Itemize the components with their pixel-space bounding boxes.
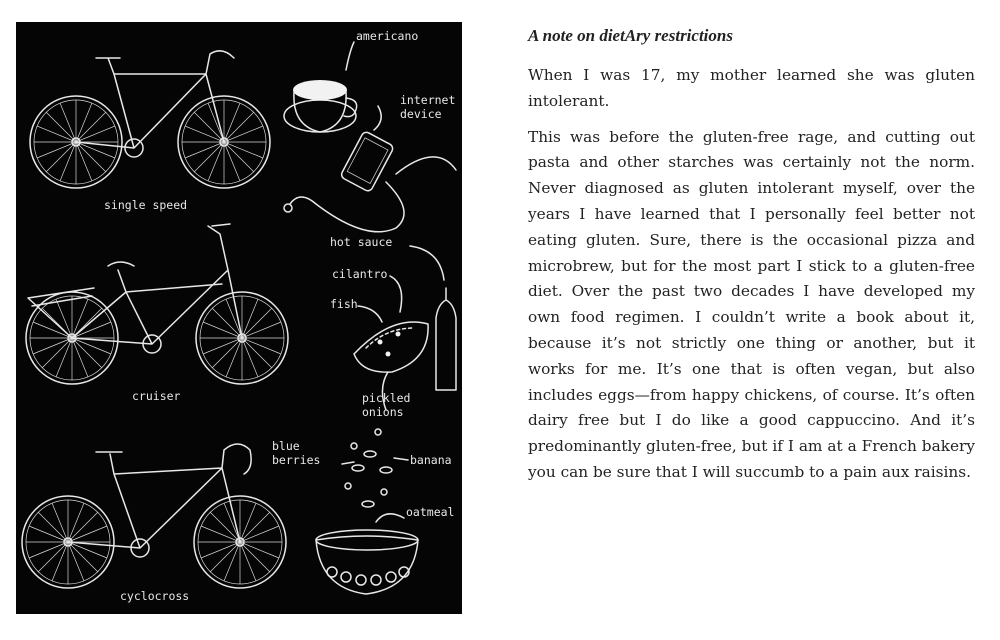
oatmeal-label: oatmeal [406,505,455,519]
article-text [528,26,975,496]
blue-label: blue [272,439,300,453]
cilantro-label: cilantro [332,267,388,281]
internet-device [284,106,456,232]
illustration-panel [16,22,462,614]
onions-label: onions [362,405,404,419]
cyclocross-bike [22,444,286,588]
note-heading: A note on dietAry restrictions [528,26,733,45]
paragraph-1: When I was 17, my mother learned she was gluten intolerant. [528,66,975,110]
americano-label: americano [356,29,419,43]
hot-sauce-label: hot sauce [330,235,393,249]
device-label: device [400,107,442,121]
oatmeal-bowl [316,429,418,594]
pickled-label: pickled [362,391,411,405]
cruiser-label: cruiser [132,389,181,403]
americano-cup [284,42,357,132]
fish-label: fish [330,297,358,311]
berries-label: berries [272,453,321,467]
paragraph-2: This was before the gluten-free rage, and cutting out pasta and other starches was certainly not the norm. Never diagnosed as gluten intolerant myself, over the years I have learned that I personally feel better not eating gluten. Sure, there is the occasional pizza and microbrew, but for the most part I stick to a gluten-free diet. Over the past two decades I have developed my own food regimen. I couldn’t write a book about it, because it’s not strictly one thing or another, but it works for me. It’s one that is often vegan, but also includes eggs—from happy chickens, of course. It’s often dairy free but I do like a good cappuccino. And it’s predominantly gluten-free, but if I am at a French bakery you can be sure that I will succumb to a pain aux raisins. [528,127,975,481]
cyclocross-label: cyclocross [120,589,190,603]
fish-taco [354,276,428,410]
banana-label: banana [410,453,452,467]
single-speed-label: single speed [104,198,188,212]
internet-label: internet [400,93,456,107]
single-speed-bike [30,51,270,188]
hot-sauce-bottle [410,246,456,390]
cruiser-bike [26,224,288,384]
